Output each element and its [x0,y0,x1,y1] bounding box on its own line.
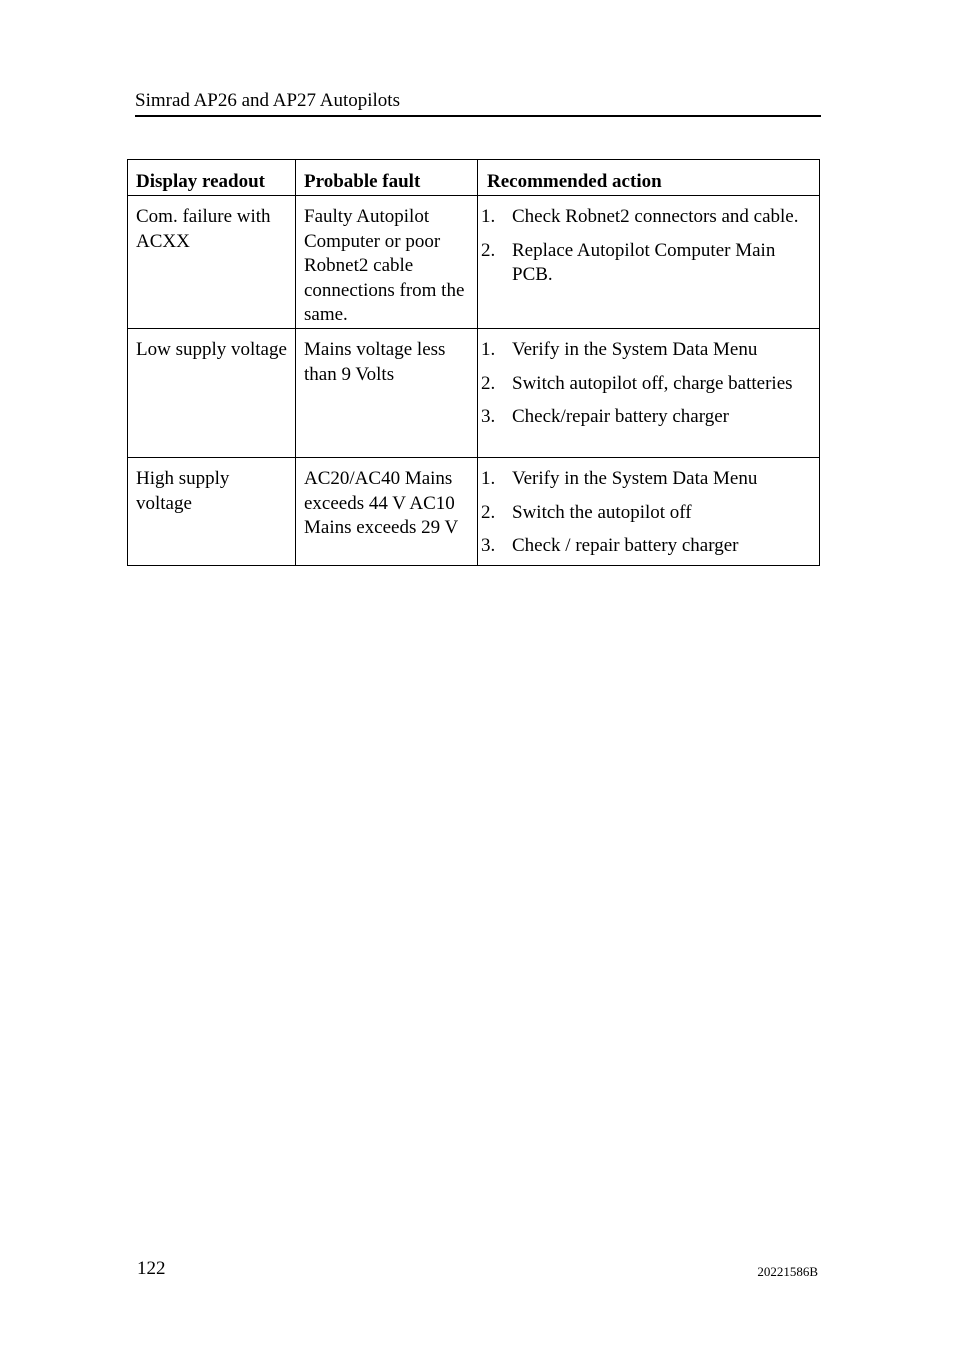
action-number: 2. [481,372,496,394]
action-list [481,467,815,559]
action-text: Check Robnet2 connectors and cable. [512,206,799,227]
action-item [481,405,815,430]
document-title: Simrad AP26 and AP27 Autopilots [135,90,400,111]
recommended-action-cell [478,458,820,566]
display-readout-cell: Com. failure with ACXX [128,196,296,329]
column-header-recommended-action: Recommended action [478,160,820,196]
recommended-action-cell [478,196,820,329]
action-number: 2. [481,501,496,523]
action-text: Verify in the System Data Menu [512,339,758,360]
display-readout-cell: High supply voltage [128,458,296,566]
action-item [481,372,815,397]
action-text: Check/repair battery charger [512,406,729,427]
action-item [481,239,815,288]
action-item [481,467,815,492]
recommended-action-cell [478,329,820,458]
table-header-row [128,160,820,196]
action-number: 3. [481,406,496,427]
fault-table [127,159,820,566]
document-number: 20221586B [757,1264,818,1279]
running-header [135,90,821,117]
table-row [128,458,820,566]
column-header-probable-fault: Probable fault [296,160,478,196]
page-number: 122 [137,1258,166,1279]
action-number: 1. [481,339,496,360]
action-text: Check / repair battery charger [512,535,739,556]
display-readout-cell: Low supply voltage [128,329,296,458]
action-number: 1. [481,206,496,227]
action-number: 1. [481,468,496,489]
action-item [481,338,815,363]
probable-fault-cell: Mains voltage less than 9 Volts [296,329,478,458]
probable-fault-cell: Faulty Autopilot Computer or poor Robnet2 cable connections from the same. [296,196,478,329]
action-number: 3. [481,535,496,556]
table-row [128,196,820,329]
probable-fault-cell: AC20/AC40 Mains exceeds 44 V AC10 Mains exceeds 29 V [296,458,478,566]
action-text: Switch the autopilot off [512,501,692,523]
table-row [128,329,820,458]
action-list [481,338,815,430]
column-header-display-readout: Display readout [128,160,296,196]
action-item [481,501,815,526]
action-list [481,205,815,288]
action-item [481,534,815,559]
action-text: Verify in the System Data Menu [512,468,758,489]
action-item [481,205,815,230]
action-number: 2. [481,239,496,261]
action-text: Switch autopilot off, charge batteries [512,372,793,394]
action-text: Replace Autopilot Computer Main PCB. [512,239,776,285]
